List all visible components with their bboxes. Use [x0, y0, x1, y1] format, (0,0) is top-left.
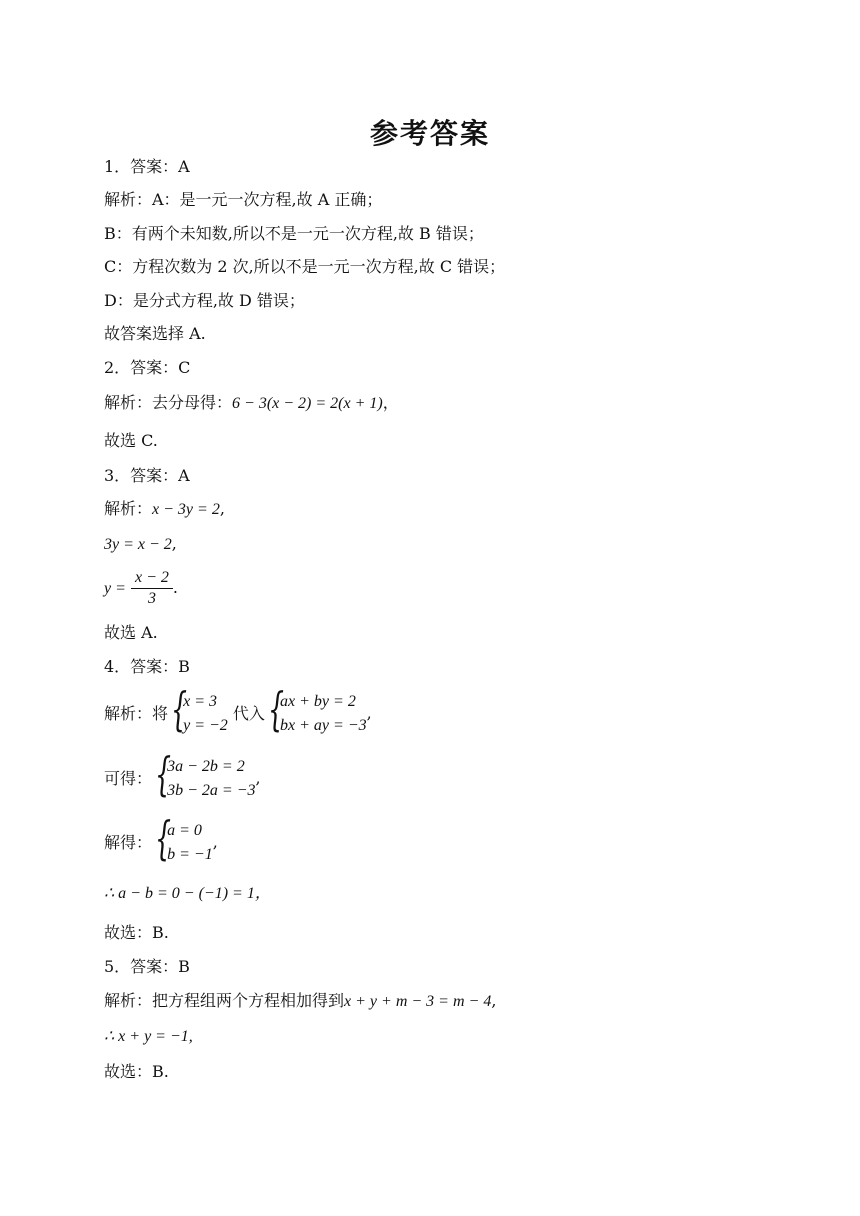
q3-step1-line: 解析：x − 3y = 2, — [104, 499, 225, 518]
q4-prefix: 解析：将 — [104, 704, 169, 723]
q3-fraction-denominator: 3 — [147, 590, 156, 607]
q2-conclusion: 故选 C. — [104, 431, 158, 450]
q2-solution — [104, 392, 399, 415]
q4-system-4: { a = 0 b = −1 — [155, 811, 213, 865]
q1-line-2: B：有两个未知数,所以不是一元一次方程,故 B 错误； — [104, 224, 484, 243]
q4-middle: 代入 — [232, 704, 265, 723]
q3-step3-line: y = $\frac{x - 2}{3}$ . — [104, 569, 178, 607]
q1-line-3: C：方程次数为 2 次,所以不是一元一次方程,故 C 错误； — [104, 257, 506, 276]
q4-get-line: 可得： { 3a − 2b = 2 3b − 2a = −3 , — [104, 747, 261, 801]
q3-fraction — [131, 568, 173, 609]
q1-line-1: 解析：A：是一元一次方程,故 A 正确； — [104, 190, 383, 209]
q5-answer: 5．答案：B — [104, 957, 190, 976]
q1-line-4: D：是分式方程,故 D 错误； — [104, 291, 305, 310]
q3-prefix: 解析： — [104, 499, 153, 518]
page-title: 参考答案 — [369, 117, 490, 150]
q4-solve-line: 解得： { a = 0 b = −1 , — [104, 811, 218, 865]
q4-substitute-line: 解析：将 { x = 3 y = −2 代入 { ax + by = 2 bx + ay = −3 , — [104, 682, 372, 736]
q5-conclusion: 故选：B. — [104, 1062, 169, 1081]
left-brace-icon: { — [155, 811, 172, 865]
q3-step2: 3y = x − 2 — [104, 536, 172, 553]
q4-system-1: { x = 3 y = −2 — [171, 682, 228, 736]
q4-conclusion: 故选：B. — [104, 923, 169, 942]
q3-conclusion: 故选 A. — [104, 623, 158, 642]
q5-therefore: ∴ x + y = −1, — [104, 1028, 193, 1045]
left-brace-icon: { — [268, 682, 285, 736]
q2-answer: 2．答案：C — [104, 358, 191, 377]
q3-step1: x − 3y = 2 — [152, 501, 220, 518]
q3-step2-line: 3y = x − 2, — [104, 534, 177, 553]
q4-system-3: { 3a − 2b = 2 3b − 2a = −3 — [155, 747, 256, 801]
left-brace-icon: { — [171, 682, 188, 736]
q5-solution: 解析：把方程组两个方程相加得到x + y + m − 3 = m − 4, — [104, 991, 497, 1010]
q2-equation: 6 − 3(x − 2) = 2(x + 1) — [232, 395, 383, 412]
q5-prefix: 解析：把方程组两个方程相加得到 — [104, 991, 345, 1010]
q5-equation: x + y + m − 3 = m − 4 — [344, 993, 492, 1010]
q1-answer: 1．答案：A — [104, 157, 190, 176]
q1-conclusion: 故答案选择 A. — [104, 324, 206, 343]
q4-get-label: 可得： — [104, 769, 153, 788]
q3-fraction-numerator: x − 2 — [131, 568, 173, 589]
q4-answer: 4．答案：B — [104, 657, 190, 676]
q4-solve-label: 解得： — [104, 833, 153, 852]
q4-system-2: { ax + by = 2 bx + ay = −3 — [268, 682, 367, 736]
q3-answer: 3．答案：A — [104, 466, 190, 485]
q2-prefix: 解析：去分母得： — [104, 393, 233, 412]
q3-step3-left: y = — [104, 579, 126, 597]
left-brace-icon: { — [155, 747, 172, 801]
q2-suffix: ， — [382, 393, 399, 412]
q4-therefore: ∴ a − b = 0 − (−1) = 1， — [104, 885, 271, 902]
